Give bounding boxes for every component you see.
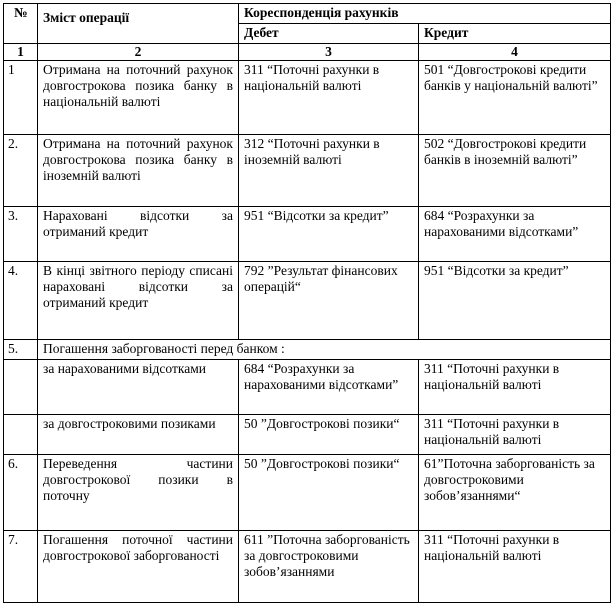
operation-content: Погашення заборгованості перед банком : bbox=[38, 340, 611, 360]
credit-account: 502 “Довгострокові кредити банків в іноземній валюті” bbox=[419, 135, 611, 207]
operation-content: за довгостроковими позиками bbox=[38, 415, 239, 455]
row-number bbox=[4, 360, 38, 415]
table-row bbox=[4, 360, 611, 415]
table-row bbox=[4, 531, 611, 603]
debit-account: 312 “Поточні рахунки в іноземній валюті bbox=[239, 135, 419, 207]
credit-account: 684 “Розрахунки за нарахованими відсотками” bbox=[419, 207, 611, 262]
table-row bbox=[4, 455, 611, 531]
operation-content: Переведення частини довгострокової позики в поточну bbox=[38, 455, 239, 531]
operation-content: за нарахованими відсотками bbox=[38, 360, 239, 415]
column-number-4: 4 bbox=[419, 44, 611, 61]
row-number: 1 bbox=[4, 61, 38, 135]
table-row bbox=[4, 135, 611, 207]
debit-account: 611 ”Поточна заборгованість за довгостроковими зобов’язаннями bbox=[239, 531, 419, 603]
table-row bbox=[4, 207, 611, 262]
table-row bbox=[4, 61, 611, 135]
row-number: 7. bbox=[4, 531, 38, 603]
debit-account: 951 “Відсотки за кредит” bbox=[239, 207, 419, 262]
credit-account: 951 “Відсотки за кредит” bbox=[419, 262, 611, 340]
credit-account: 311 “Поточні рахунки в національній валюті bbox=[419, 360, 611, 415]
debit-account: 792 ”Результат фінансових операцій“ bbox=[239, 262, 419, 340]
table-row bbox=[4, 262, 611, 340]
credit-account: 311 “Поточні рахунки в національній валюті bbox=[419, 531, 611, 603]
debit-account: 311 “Поточні рахунки в національній валюті bbox=[239, 61, 419, 135]
row-number: 2. bbox=[4, 135, 38, 207]
debit-account: 50 ”Довгострокові позики“ bbox=[239, 415, 419, 455]
column-number-2: 2 bbox=[38, 44, 239, 61]
operation-content: В кінці звітного періоду списані нараховані відсотки за отриманий кредит bbox=[38, 262, 239, 340]
header-credit: Кредит bbox=[419, 24, 611, 44]
debit-account: 50 ”Довгострокові позики“ bbox=[239, 455, 419, 531]
accounting-entries-table bbox=[3, 3, 611, 603]
header-debit: Дебет bbox=[239, 24, 419, 44]
row-number: 6. bbox=[4, 455, 38, 531]
row-number bbox=[4, 415, 38, 455]
table-row bbox=[4, 415, 611, 455]
column-number-1: 1 bbox=[4, 44, 38, 61]
table-row bbox=[4, 340, 611, 360]
column-number-3: 3 bbox=[239, 44, 419, 61]
operation-content: Погашення поточної частини довгострокової заборгованості bbox=[38, 531, 239, 603]
header-correspondence: Кореспонденція рахунків bbox=[239, 4, 611, 24]
header-content: Зміст операції bbox=[38, 4, 239, 44]
debit-account: 684 “Розрахунки за нарахованими відсотками” bbox=[239, 360, 419, 415]
credit-account: 61”Поточна заборгованість за довгостроковими зобов’язаннями“ bbox=[419, 455, 611, 531]
row-number: 3. bbox=[4, 207, 38, 262]
operation-content: Нараховані відсотки за отриманий кредит bbox=[38, 207, 239, 262]
operation-content: Отримана на поточний рахунок довгострокова позика банку в іноземній валюті bbox=[38, 135, 239, 207]
credit-account: 501 “Довгострокові кредити банків у національній валюті” bbox=[419, 61, 611, 135]
credit-account: 311 “Поточні рахунки в національній валюті bbox=[419, 415, 611, 455]
row-number: 5. bbox=[4, 340, 38, 360]
row-number: 4. bbox=[4, 262, 38, 340]
header-no: № bbox=[4, 4, 38, 44]
operation-content: Отримана на поточний рахунок довгострокова позика банку в національній валюті bbox=[38, 61, 239, 135]
